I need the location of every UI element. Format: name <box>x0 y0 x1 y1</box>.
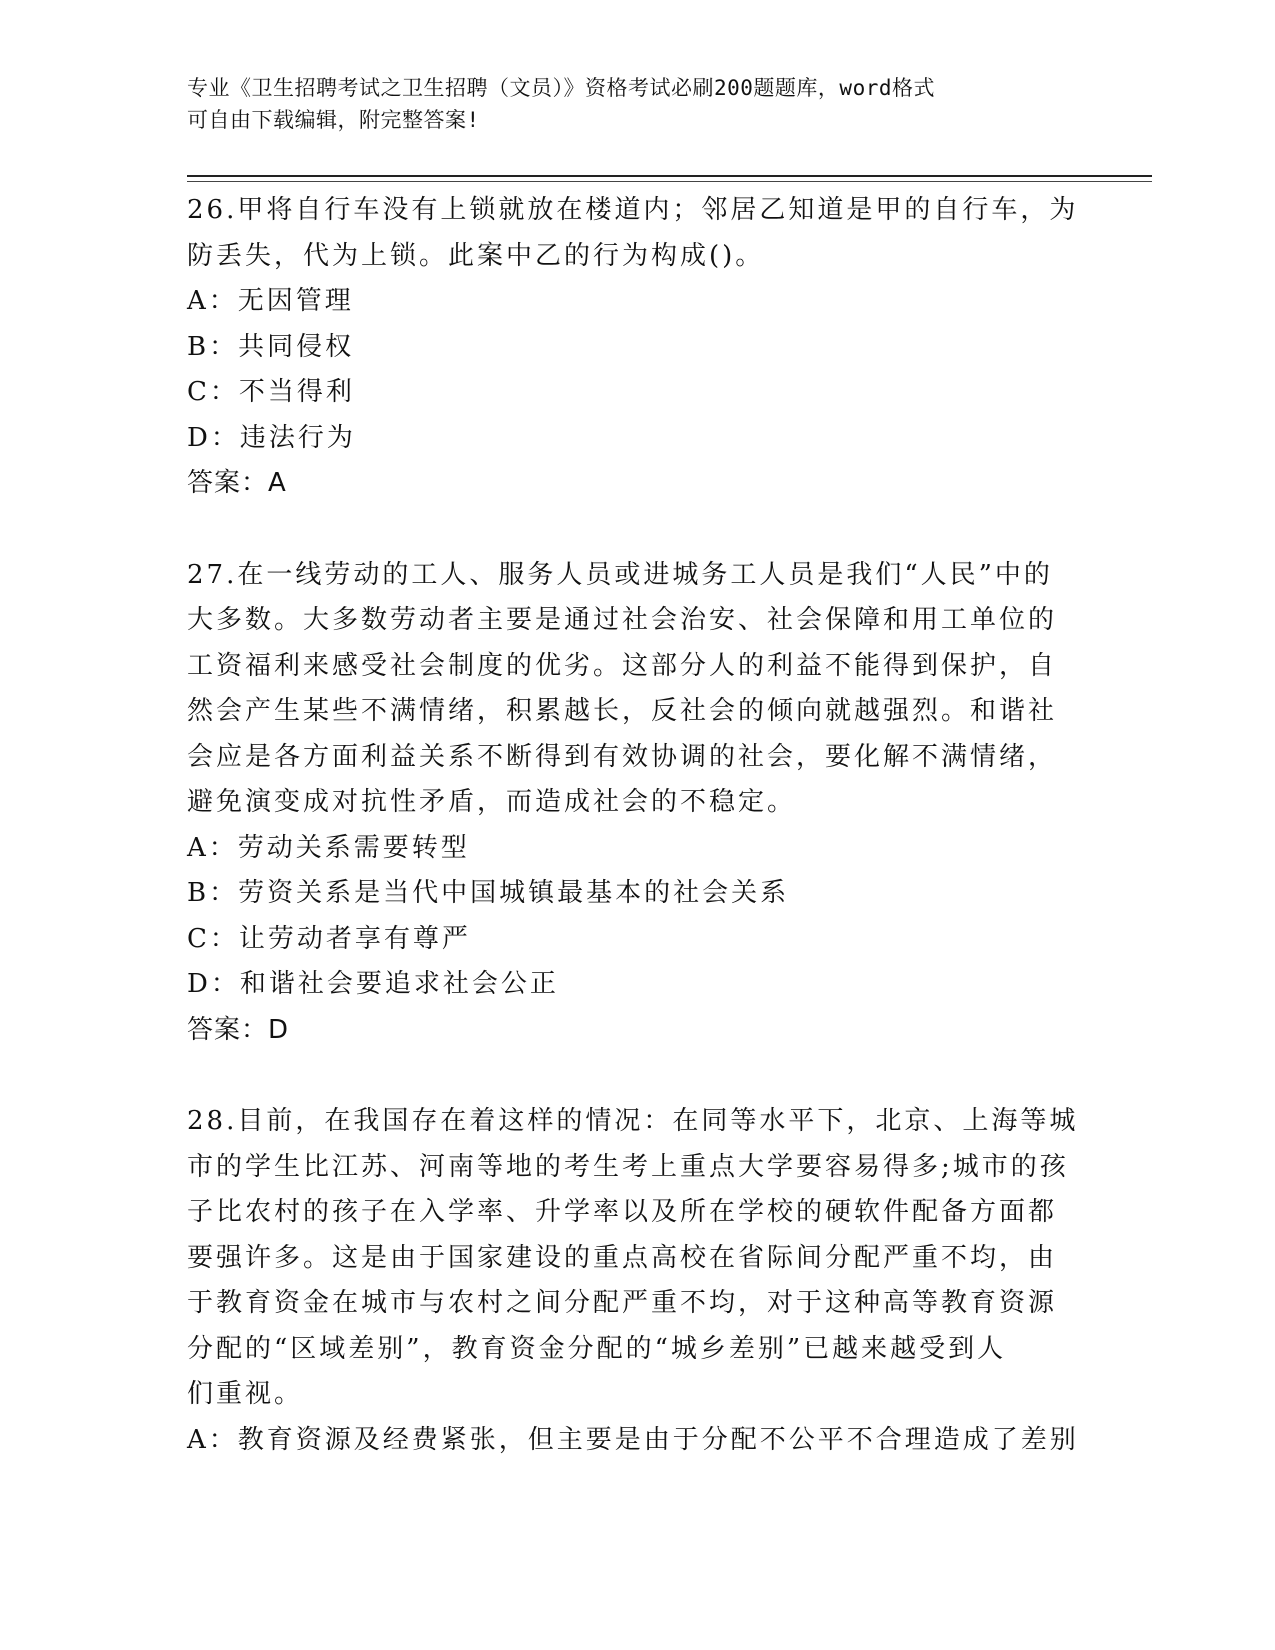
question-text <box>187 1099 1087 1418</box>
question-text-line: 防丢失，代为上锁。此案中乙的行为构成()。 <box>187 240 765 271</box>
question-text-line: 26.甲将自行车没有上锁就放在楼道内；邻居乙知道是甲的自行车，为 <box>187 195 1079 225</box>
question-text-line: 工资福利来感受社会制度的优劣。这部分人的利益不能得到保护，自 <box>187 650 1058 681</box>
answer-label: 答案：A <box>187 468 287 498</box>
question-text-line: 于教育资金在城市与农村之间分配严重不均，对于这种高等教育资源 <box>187 1288 1058 1318</box>
question-list <box>187 188 1087 1509</box>
header-rule-thin <box>187 181 1152 182</box>
question-text-line: 然会产生某些不满情绪，积累越长，反社会的倾向就越强烈。和谐社 <box>187 696 1058 726</box>
question-text-line: 们重视。 <box>187 1379 304 1409</box>
question-text-line: 会应是各方面利益关系不断得到有效协调的社会，要化解不满情绪， <box>187 741 1058 772</box>
question-text-line: 28.目前，在我国存在着这样的情况：在同等水平下，北京、上海等城 <box>187 1106 1079 1136</box>
option-b: B：劳资关系是当代中国城镇最基本的社会关系 <box>187 878 790 908</box>
question-text <box>187 553 1087 826</box>
option-b: B：共同侵权 <box>187 331 355 362</box>
question-text-line: 子比农村的孩子在入学率、升学率以及所在学校的硬软件配备方面都 <box>187 1197 1058 1227</box>
question-text-line: 分配的“区域差别”，教育资金分配的“城乡差别”已越来越受到人 <box>187 1333 1007 1364</box>
option-a: A：无因管理 <box>187 286 354 316</box>
header-line-1: 专业《卫生招聘考试之卫生招聘（文员）》资格考试必刷200题题库，word格式 <box>187 76 935 100</box>
header-line-2: 可自由下载编辑，附完整答案! <box>187 108 480 132</box>
question-text-line: 避免演变成对抗性矛盾，而造成社会的不稳定。 <box>187 787 797 817</box>
question-27 <box>187 553 1087 1054</box>
option-d: D：违法行为 <box>187 422 356 453</box>
header-rule-thick <box>187 175 1152 177</box>
question-text <box>187 188 1087 279</box>
document-header <box>187 72 1067 136</box>
option-c: C：不当得利 <box>187 377 355 407</box>
question-text-line: 要强许多。这是由于国家建设的重点高校在省际间分配严重不均，由 <box>187 1242 1058 1273</box>
option-d: D：和谐社会要追求社会公正 <box>187 969 559 999</box>
question-text-line: 市的学生比江苏、河南等地的考生考上重点大学要容易得多;城市的孩 <box>187 1151 1069 1182</box>
question-28 <box>187 1099 1087 1463</box>
option-c: C：让劳动者享有尊严 <box>187 923 471 954</box>
option-a: A：劳动关系需要转型 <box>187 832 470 863</box>
question-text-line: 27.在一线劳动的工人、服务人员或进城务工人员是我们“人民”中的 <box>187 559 1053 590</box>
option-a: A：教育资源及经费紧张，但主要是由于分配不公平不合理造成了差别 <box>187 1424 1079 1455</box>
question-text-line: 大多数。大多数劳动者主要是通过社会治安、社会保障和用工单位的 <box>187 605 1058 635</box>
question-26 <box>187 188 1087 507</box>
answer-label: 答案：D <box>187 1014 290 1045</box>
